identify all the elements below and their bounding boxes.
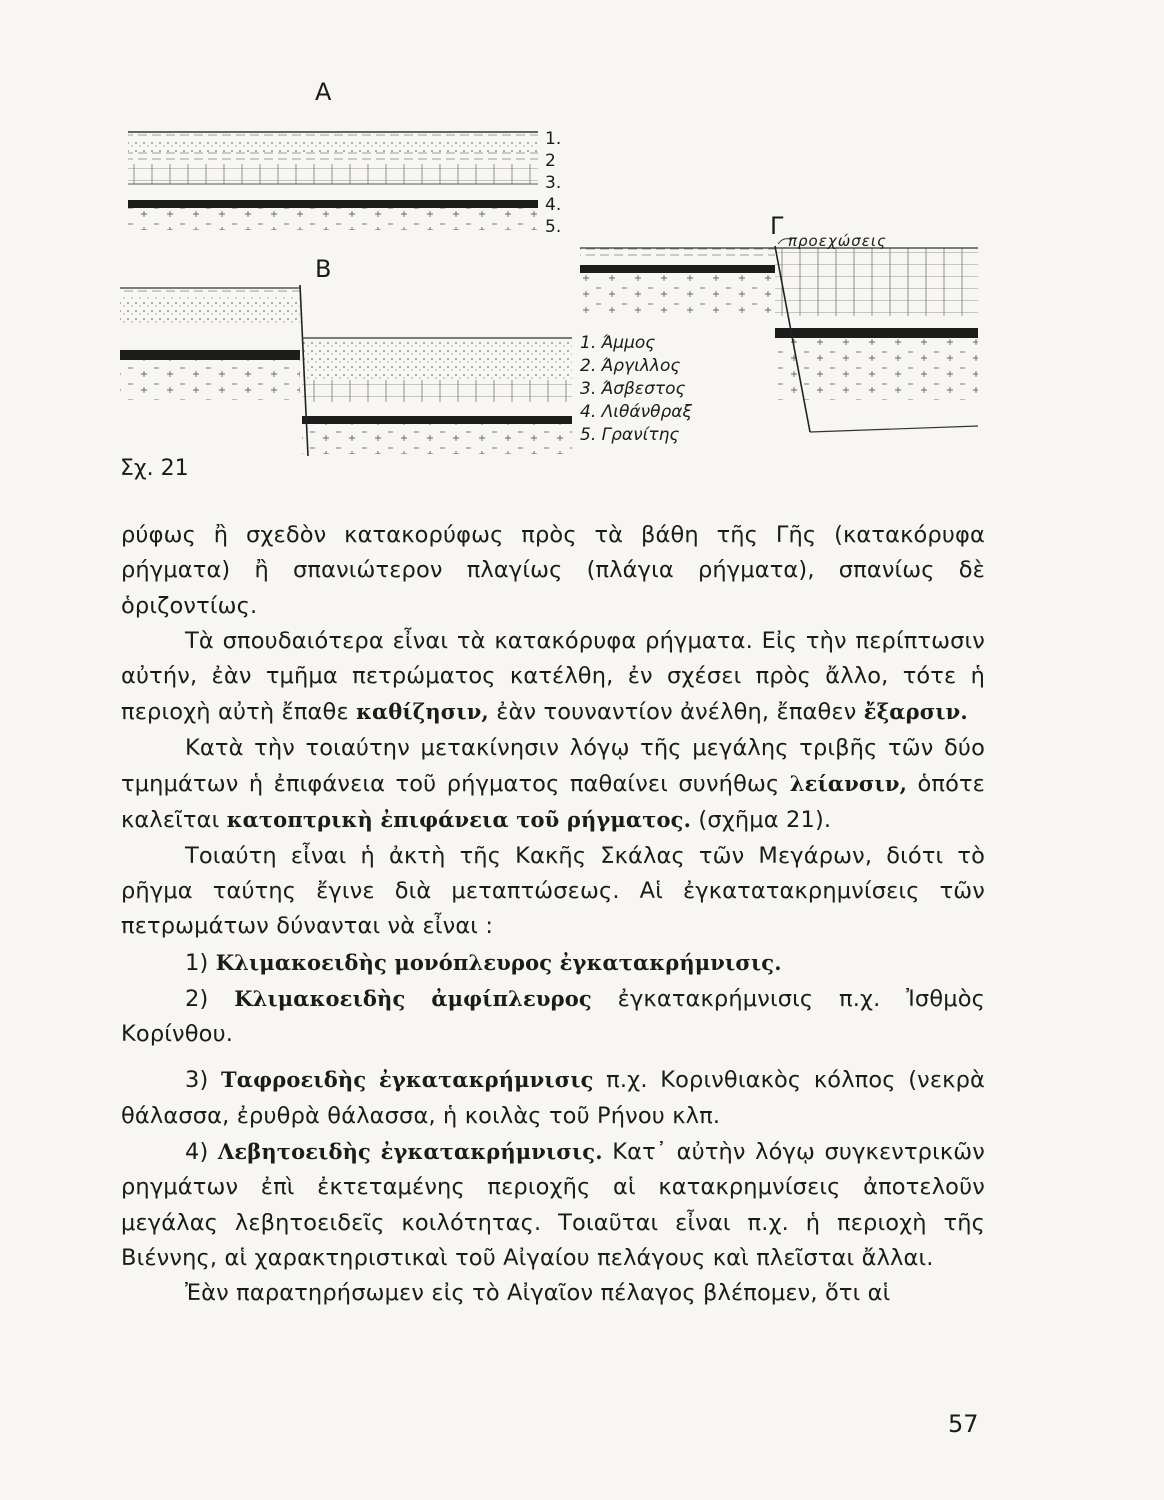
layer-number: 4. <box>545 195 562 215</box>
list-item <box>121 1134 985 1276</box>
legend-item: 5. Γρανίτης <box>580 425 680 445</box>
list-item <box>121 1062 985 1134</box>
layer-numbers <box>545 128 561 238</box>
text-run: ἐὰν τουναντίον ἀνέλθη, ἔπαθεν <box>496 699 857 726</box>
text-run: Κατὰ τὴν τοιαύτην μετακίνησιν λόγῳ τῆς μεγάλης τριβῆς τῶν δύο τμημάτων ἡ ἐπιφάνεια τοῦ ρήγματος παθαίνει συνήθως <box>121 734 985 798</box>
body-text <box>121 518 985 1312</box>
page-number: 57 <box>948 1410 979 1438</box>
layer-number: 3. <box>545 173 562 193</box>
label-b: Β <box>315 255 332 283</box>
text-run: (σχῆμα 21). <box>698 807 832 834</box>
paragraph <box>121 624 985 731</box>
item-number: 3) <box>185 1067 209 1094</box>
layer-number: 2 <box>545 151 556 171</box>
bold-term: ἔξαρσιν. <box>863 699 968 725</box>
bold-term: Ταφροειδὴς ἐγκατακρήμνισις <box>221 1067 594 1093</box>
fault-diagram <box>110 60 990 490</box>
legend-item: 4. Λιθάνθραξ <box>580 402 692 422</box>
legend-item: 2. Άργιλλος <box>580 356 681 376</box>
diagram-a <box>128 132 538 230</box>
layer-number: 1. <box>545 129 562 149</box>
protrusions-annotation: προεχώσεις <box>788 232 887 250</box>
paragraph: Τοιαύτη εἶναι ἡ ἀκτὴ τῆς Κακῆς Σκάλας τῶν Μεγάρων, διότι τὸ ρῆγμα ταύτης ἔγινε διὰ μεταπτώσεως. Αἱ ἐγκατατακρημνίσεις τῶν πετρωμάτων δύνανται νὰ εἶναι : <box>121 842 985 940</box>
paragraph: Ἐὰν παρατηρήσωμεν εἰς τὸ Αἰγαῖον πέλαγος βλέπομεν, ὅτι αἱ <box>185 1280 891 1307</box>
item-number: 2) <box>185 985 209 1012</box>
legend-item: 3. Άσβεστος <box>580 379 686 399</box>
list-item <box>121 945 985 981</box>
diagram-b <box>120 285 572 456</box>
text-run: Τὰ σπουδαιότερα εἶναι τὰ κατακόρυφα ρήγματα. Εἰς τὴν περίπτωσιν αὐτήν, ἐὰν τμῆμα πετρώματος κατέλθη, ἐν σχέσει πρὸς ἄλλο, τότε ἡ περιοχὴ αὐτὴ ἔπαθε <box>121 627 985 726</box>
bold-term: καθίζησιν, <box>356 699 489 725</box>
bold-term: Κλιμακοειδὴς ἀμφίπλευρος <box>234 985 592 1011</box>
item-number: 4) <box>185 1139 209 1166</box>
paragraph <box>121 731 985 839</box>
paragraph: ρύφως ἢ σχεδὸν κατακορύφως πρὸς τὰ βάθη τῆς Γῆς (κατακόρυφα ρήγματα) ἢ σπανιώτερον πλαγίως (πλάγια ρήγματα), σπανίως δὲ ὁριζοντίως. <box>121 522 985 619</box>
text-run: ὁπότε καλεῖται <box>121 771 985 834</box>
legend <box>580 332 692 447</box>
bold-term: Λεβητοειδὴς ἐγκατακρήμνισις. <box>217 1139 603 1165</box>
figure-caption: Σχ. 21 <box>120 456 189 481</box>
text-run: ἐγκατακρήμνισις π.χ. Ἰσθμὸς Κορίνθου. <box>121 985 985 1048</box>
bold-term: λείανσιν, <box>789 771 908 797</box>
text-run: Κατ᾽ αὐτὴν λόγῳ συγκεντρικῶν ρηγμάτων ἐπὶ ἐκτεταμένης περιοχῆς αἱ κατακρημνίσεις ἀποτελοῦν μεγάλας λεβητοειδεῖς κοιλότητας. Τοιαῦται εἶναι π.χ. ἡ περιοχὴ τῆς Βιέννης, αἱ χαρακτηριστικαὶ τοῦ Αἰγαίου πελάγους καὶ πλεῖσται ἄλλαι. <box>121 1139 985 1271</box>
item-number: 1) <box>185 949 209 976</box>
layer-number: 5. <box>545 217 562 237</box>
label-a: Α <box>315 78 332 106</box>
list-item <box>121 981 985 1053</box>
legend-item: 1. Άμμος <box>580 333 656 353</box>
bold-term: Κλιμακοειδὴς μονόπλευρος ἐγκατακρήμνισις. <box>215 949 782 975</box>
figure-21 <box>110 60 990 490</box>
bold-term: κατοπτρικὴ ἐπιφάνεια τοῦ ρήγματος. <box>226 807 692 833</box>
text-run: π.χ. Κορινθιακὸς κόλπος (νεκρὰ θάλασσα, ἐρυθρὰ θάλασσα, ἡ κοιλὰς τοῦ Ρήνου κλπ. <box>121 1067 985 1129</box>
label-g: Γ <box>770 212 784 240</box>
